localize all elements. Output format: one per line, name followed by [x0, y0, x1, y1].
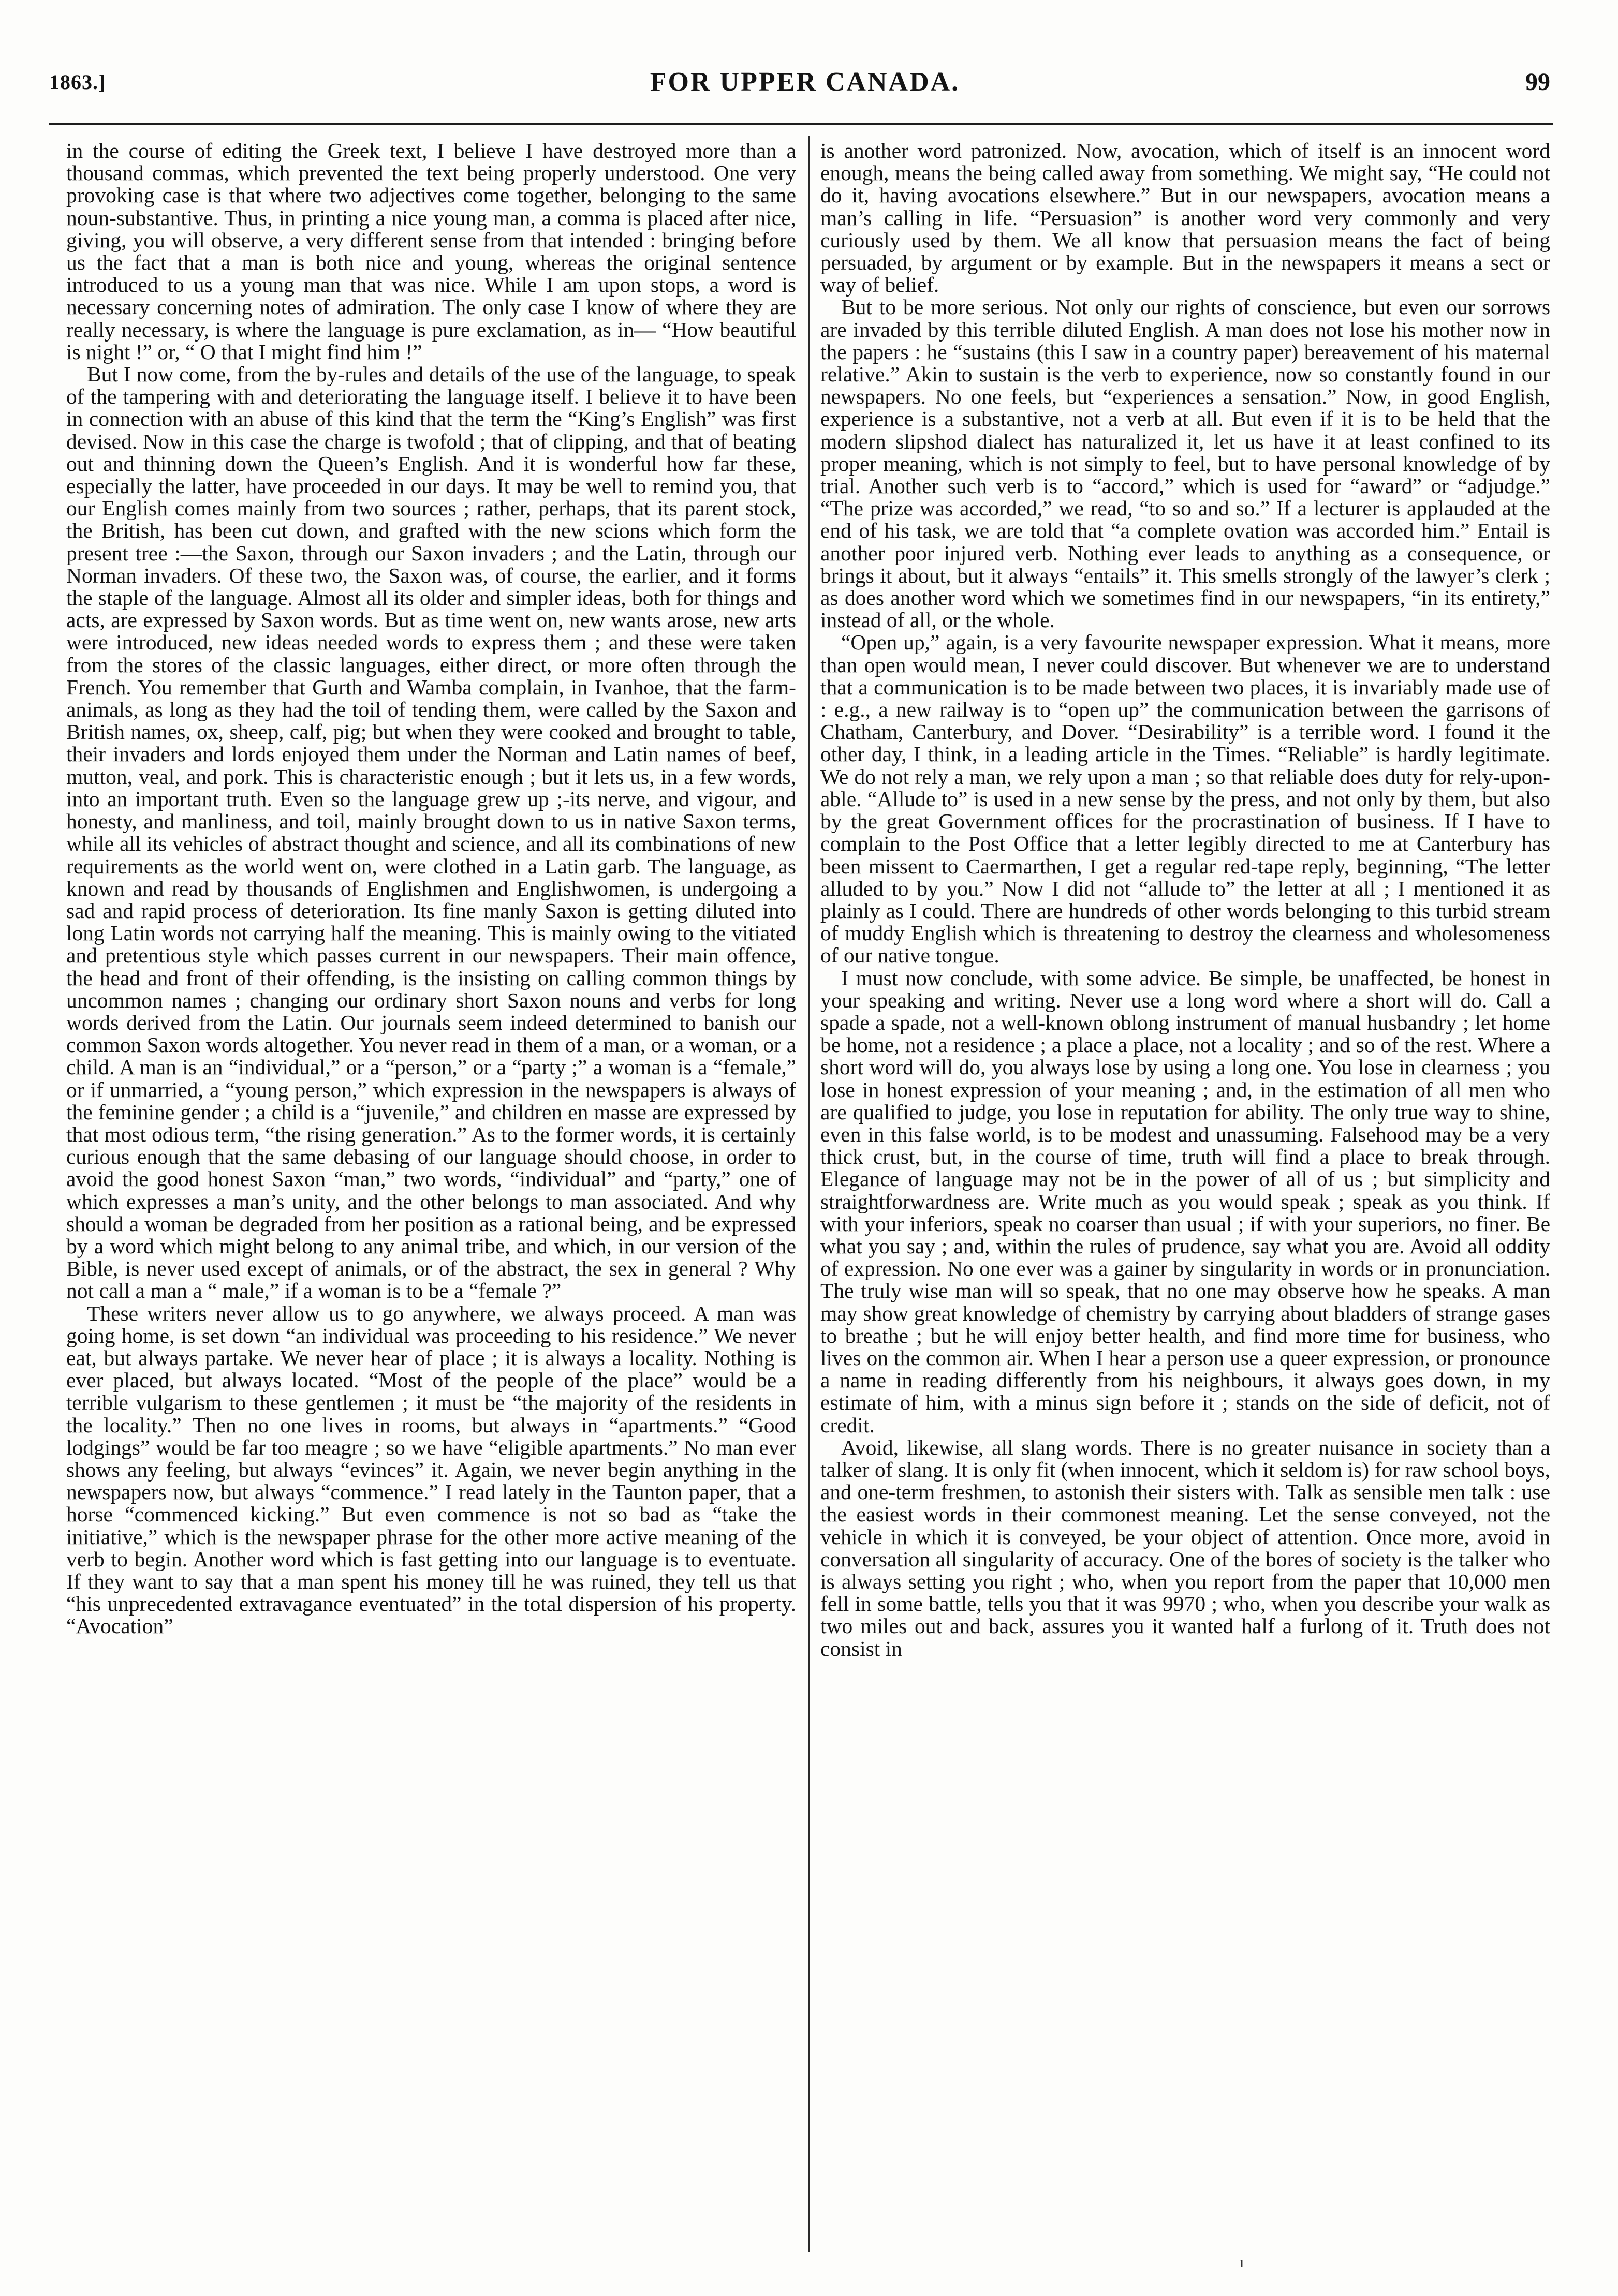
header-rule: [49, 123, 1553, 125]
column-divider: [808, 136, 810, 2252]
paragraph: But to be more serious. Not only our rights of conscience, but even our sorrows are invaded by this terrible diluted English. A man does not lose his mother now in the papers : he “sustains (this I saw in a country paper) bereavement of his maternal relative.” Akin to sustain is the verb to experience, now so constantly found in our newspapers. No one feels, but “experiences a sensation.” Now, in good English, experience is a substantive, not a verb at all. But even if it is to be held that the modern slipshod dialect has naturalized it, let us have it at least confined to its proper meaning, which is not simply to feel, but to have personal knowledge of by trial. Another such verb is to “accord,” which is used for “award” or “adjudge.” “The prize was accorded,” we read, “to so and so.” If a lecturer is applauded at the end of his task, we are told that “a complete ovation was accorded him.” Entail is another poor injured verb. Nothing ever leads to anything as a consequence, or brings it about, but it always “entails” it. This smells strongly of the lawyer’s clerk ; as does another word which we sometimes find in our newspapers, “in its entirety,” instead of all, or the whole.: [820, 295, 1550, 632]
running-head: [49, 67, 1550, 106]
left-column: [66, 140, 796, 2235]
paragraph: Avoid, likewise, all slang words. There is no greater nuisance in society than a talker of slang. It is only fit (when innocent, which it seldom is) for raw school boys, and one-term freshmen, to astonish their sisters with. Talk as sensible men talk : use the easiest words in their commonest meaning. Let the sense conveyed, not the vehicle in which it is conveyed, be your object of attention. Once more, avoid in conversation all singularity of accuracy. One of the bores of society is the talker who is always setting you right ; who, when you report from the paper that 10,000 men fell in some battle, tells you that it was 9970 ; who, when you describe your walk as two miles out and back, assures you it wanted half a furlong of it. Truth does not consist in: [820, 1435, 1550, 1661]
right-column: [820, 140, 1550, 2235]
paragraph: But I now come, from the by-rules and details of the use of the language, to speak of the tampering with and deteriorating the language itself. I believe it to have been in connection with an abuse of this kind that the term the “King’s English” was first devised. Now in this case the charge is twofold ; that of clipping, and that of beating out and thinning down the Queen’s English. And it is wonderful how far these, especially the latter, have proceeded in our days. It may be well to remind you, that our English comes mainly from two sources ; rather, perhaps, that its parent stock, the British, has been cut down, and grafted with the new scions which form the present tree :—the Saxon, through our Saxon invaders ; and the Latin, through our Norman invaders. Of these two, the Saxon was, of course, the earlier, and it forms the staple of the language. Almost all its older and simpler ideas, both for things and acts, are expressed by Saxon words. But as time went on, new wants arose, new arts were introduced, new ideas needed words to express them ; and these were taken from the stores of the classic languages, either direct, or more often through the French. You remember that Gurth and Wamba complain, in Ivanhoe, that the farm-animals, as long as they had the toil of tending them, were called by the Saxon and British names, ox, sheep, calf, pig; but when they were cooked and brought to table, their invaders and lords enjoyed them under the Norman and Latin names of beef, mutton, veal, and pork. This is characteristic enough ; but it lets us, in a few words, into an important truth. Even so the language grew up ;-its nerve, and vigour, and honesty, and manliness, and toil, mainly brought down to us in native Saxon terms, while all its vehicles of abstract thought and science, and all its combinations of new requirements as the world went on, were clothed in a Latin garb. The language, as known and read by thousands of Englishmen and Englishwomen, is undergoing a sad and rapid process of deterioration. Its fine manly Saxon is getting diluted into long Latin words not carrying half the meaning. This is mainly owing to the vitiated and pretentious style which passes current in our newspapers. Their main offence, the head and front of their offending, is the insisting on calling common things by uncommon names ; changing our ordinary short Saxon nouns and verbs for long words derived from the Latin. Our journals seem indeed determined to banish our common Saxon words altogether. You never read in them of a man, or a woman, or a child. A man is an “individual,” or a “person,” or a “party ;” a woman is a “female,” or if unmarried, a “young person,” which expression in the newspapers is always of the feminine gender ; a child is a “juvenile,” and children en masse are expressed by that most odious term, “the rising generation.” As to the former words, it is certainly curious enough that the same debasing of our language should choose, in order to avoid the good honest Saxon “man,” two words, “individual” and “party,” one of which expresses a man’s unity, and the other belongs to man associated. And why should a woman be degraded from her position as a rational being, and be expressed by a word which might belong to any animal tribe, and which, in our version of the Bible, is never used except of animals, or of the abstract, the sex in general ? Why not call a man a “ male,” if a woman is to be a “female ?”: [66, 362, 796, 1303]
page-date: 1863.]: [49, 70, 106, 94]
paragraph: in the course of editing the Greek text, I believe I have destroyed more than a thousand commas, which prevented the text being properly understood. One very provoking case is that where two adjectives come together, belonging to the same noun-substantive. Thus, in printing a nice young man, a comma is placed after nice, giving, you will observe, a very different sense from that intended : bringing before us the fact that a man is both nice and young, whereas the original sentence introduced to us a young man that was nice. While I am upon stops, a word is necessary concerning notes of admiration. The only case I know of where they are really necessary, is where the language is pure exclamation, as in— “How beautiful is night !” or, “ O that I might find him !”: [66, 140, 796, 364]
stray-print-mark: ı: [1240, 2254, 1244, 2271]
page-number: 99: [1525, 68, 1550, 96]
paragraph: is another word patronized. Now, avocation, which of itself is an innocent word enough, means the being called away from something. We might say, “He could not do it, having avocations elsewhere.” But in our newspapers, avocation means a man’s calling in life. “Persuasion” is another word very commonly and very curiously used by them. We all know that persuasion means the fact of being persuaded, by argument or by example. But in the newspapers it means a sect or way of belief.: [820, 140, 1550, 297]
paragraph: I must now conclude, with some advice. Be simple, be unaffected, be honest in your speaking and writing. Never use a long word where a short will do. Call a spade a spade, not a well-known oblong instrument of manual husbandry ; let home be home, not a residence ; a place a place, not a locality ; and so of the rest. Where a short word will do, you always lose by using a long one. You lose in clearness ; you lose in honest expression of your meaning ; and, in the estimation of all men who are qualified to judge, you lose in reputation for ability. The only true way to shine, even in this false world, is to be modest and unassuming. Falsehood may be a very thick crust, but, in the course of time, truth will find a place to break through. Elegance of language may not be in the power of all of us ; but simplicity and straightforwardness are. Write much as you would speak ; speak as you think. If with your inferiors, speak no coarser than usual ; if with your superiors, no finer. Be what you say ; and, within the rules of prudence, say what you are. Avoid all oddity of expression. No one ever was a gainer by singularity in words or in pronunciation. The truly wise man will so speak, that no one may observe how he speaks. A man may show great knowledge of chemistry by carrying about bladders of strange gases to breathe ; but he will enjoy better health, and find more time for business, who lives on the common air. When I hear a person use a queer expression, or pronounce a name in reading differently from his neighbours, it always goes down, in my estimate of him, with a minus sign before it ; stands on the side of deficit, not of credit.: [820, 966, 1550, 1437]
page-title: FOR UPPER CANADA.: [650, 67, 960, 97]
paragraph: “Open up,” again, is a very favourite newspaper expression. What it means, more than open would mean, I never could discover. But whenever we are to understand that a communication is to be made between two places, it is invariably made use of : e.g., a new railway is to “open up” the communication between the garrisons of Chatham, Canterbury, and Dover. “Desirability” is a terrible word. I found it the other day, I think, in a leading article in the Times. “Reliable” is hardly legitimate. We do not rely a man, we rely upon a man ; so that reliable does duty for rely-upon-able. “Allude to” is used in a new sense by the press, and not only by them, but also by the great Government offices for the procrastination of business. If I have to complain to the Post Office that a letter legibly directed to me at Canterbury has been missent to Caermarthen, I get a regular red-tape reply, beginning, “The letter alluded to by you.” Now I did not “allude to” the letter at all ; I mentioned it as plainly as I could. There are hundreds of other words belonging to this turbid stream of muddy English which is threatening to destroy the clearness and wholesomeness of our native tongue.: [820, 630, 1550, 968]
paragraph: These writers never allow us to go anywhere, we always proceed. A man was going home, is set down “an individual was proceeding to his residence.” We never eat, but always partake. We never hear of place ; it is always a locality. Nothing is ever placed, but always located. “Most of the people of the place” would be a terrible vulgarism to these gentlemen ; it must be “the majority of the residents in the locality.” Then no one lives in rooms, but always in “apartments.” “Good lodgings” would be far too meagre ; so we have “eligible apartments.” No man ever shows any feeling, but always “evinces” it. Again, we never begin anything in the newspapers now, but always “commence.” I read lately in the Taunton paper, that a horse “commenced kicking.” But even commence is not so bad as “take the initiative,” which is the newspaper phrase for the other more active meaning of the verb to begin. Another word which is fast getting into our language is to eventuate. If they want to say that a man spent his money till he was ruined, they tell us that “his unprecedented extravagance eventuated” in the total dispersion of his property. “Avocation”: [66, 1301, 796, 1638]
